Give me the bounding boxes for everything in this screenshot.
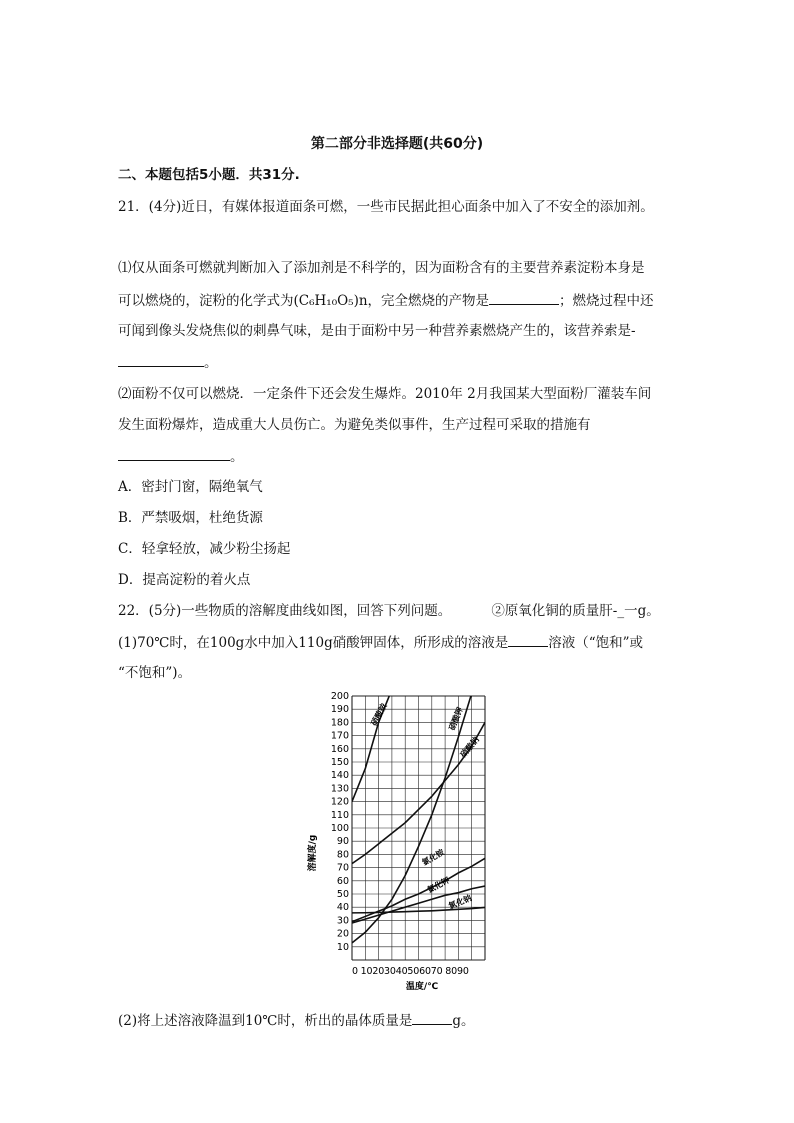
curve-label: 氯化钾 [425,875,452,895]
y-tick-label: 150 [330,757,349,768]
curve-label: 硝酸铵 [369,701,389,728]
q21-stem: 21．(4分)近日，有媒体报道面条可燃，一些市民据此担心面条中加入了不安全的添加剂。 [118,199,654,215]
y-tick-label: 130 [330,783,349,795]
section-title: 第二部分非选择题(共60分) [310,136,484,152]
q21-part1-line2-tail: ；燃烧过程中还 [559,293,654,309]
q21-part1-line4 [118,352,218,373]
y-axis-ticks [331,691,349,953]
y-tick-label: 170 [330,730,349,742]
q22-stem-line [118,601,660,621]
q21-part2-line1: ⑵面粉不仅可以燃烧．一定条件下还会发生爆炸。2010年 2月我国某大型面粉厂灌装车间 [118,386,652,402]
q21-part2-line2: 发生面粉爆炸，造成重大人员伤亡。为避免类似事件，生产过程可采取的措施有 [118,417,591,433]
q22-stem: 22．(5分)一些物质的溶解度曲线如图，回答下列问题。 [118,603,452,619]
y-tick-label: 30 [336,915,349,927]
y-tick-label: 90 [336,836,349,848]
y-tick-label: 10 [336,941,349,953]
y-tick-label: 120 [330,796,349,808]
q21-part1-line2 [118,290,654,311]
curve-label: 硝酸钾 [447,706,465,732]
q21-part1-line3: 可闻到像头发烧焦似的刺鼻气味，是由于面粉中另一种营养素燃烧产生的，该营养索是- [118,323,636,339]
x-axis-label: 温度/℃ [405,982,439,992]
option-a: A．密封门窗，隔绝氧气 [118,479,263,495]
solubility-chart [300,688,505,993]
answer-blank[interactable] [508,632,548,647]
q22-side-note: ②原氧化铜的质量肝-_一g。 [491,603,660,619]
y-tick-label: 190 [330,704,349,716]
y-tick-label: 20 [336,928,349,940]
q22-part1-line2: “不饱和”)。 [118,665,192,681]
option-b: B．严禁吸烟，杜绝货源 [118,510,263,526]
answer-blank[interactable] [118,352,204,367]
y-tick-label: 70 [336,862,349,874]
y-tick-label: 40 [336,902,349,914]
y-tick-label: 200 [330,691,349,702]
y-tick-label: 180 [330,717,349,729]
option-c: C．轻拿轻放，减少粉尘扬起 [118,541,291,557]
x-tick-labels: 0 10203040506070 8090 [352,966,469,977]
part-heading: 二、本题包括5小题．共31分. [118,167,300,183]
y-tick-label: 50 [336,889,349,900]
answer-blank[interactable] [118,446,230,461]
q21-part2-line3 [118,446,244,467]
q22-part1-text: (1)70℃时，在100g水中加入110g硝酸钾固体，所形成的溶液是 [118,635,509,651]
y-tick-label: 140 [330,770,349,782]
y-tick-label: 110 [330,809,349,821]
curve-label: 氯化铵 [420,847,446,868]
chart-grid [352,696,485,960]
q21-part1-line4-tail: 。 [204,355,218,371]
y-tick-label: 60 [336,875,349,887]
q22-part2-tail: g。 [452,1013,475,1029]
q21-part1-line1: ⑴仅从面条可燃就判断加入了添加剂是不科学的，因为面粉含有的主要营养素淀粉本身是 [118,260,645,276]
q22-part1-line1 [118,632,643,653]
option-d: D．提高淀粉的着火点 [118,572,251,588]
y-tick-label: 80 [336,849,349,861]
q22-part2-text: (2)将上述溶液降温到10℃时，析出的晶体质量是 [118,1013,413,1029]
curve-label: 硝酸钠 [458,735,481,760]
y-tick-label: 100 [330,823,349,834]
y-tick-label: 160 [330,743,349,755]
q21-part1-line2-text: 可以燃烧的，淀粉的化学式为(C₆H₁₀O₅)n，完全燃烧的产物是 [118,293,490,309]
curve-labels [368,701,481,911]
answer-blank[interactable] [412,1010,452,1025]
y-axis-label: 溶解度/g [308,834,318,872]
q22-part1-tail: 溶液（“饱和”或 [548,635,644,651]
answer-blank[interactable] [489,290,559,305]
curve-label: 氯化钠 [447,893,473,911]
q22-part2-line [118,1010,475,1031]
q21-part2-line3-tail: 。 [230,449,244,465]
